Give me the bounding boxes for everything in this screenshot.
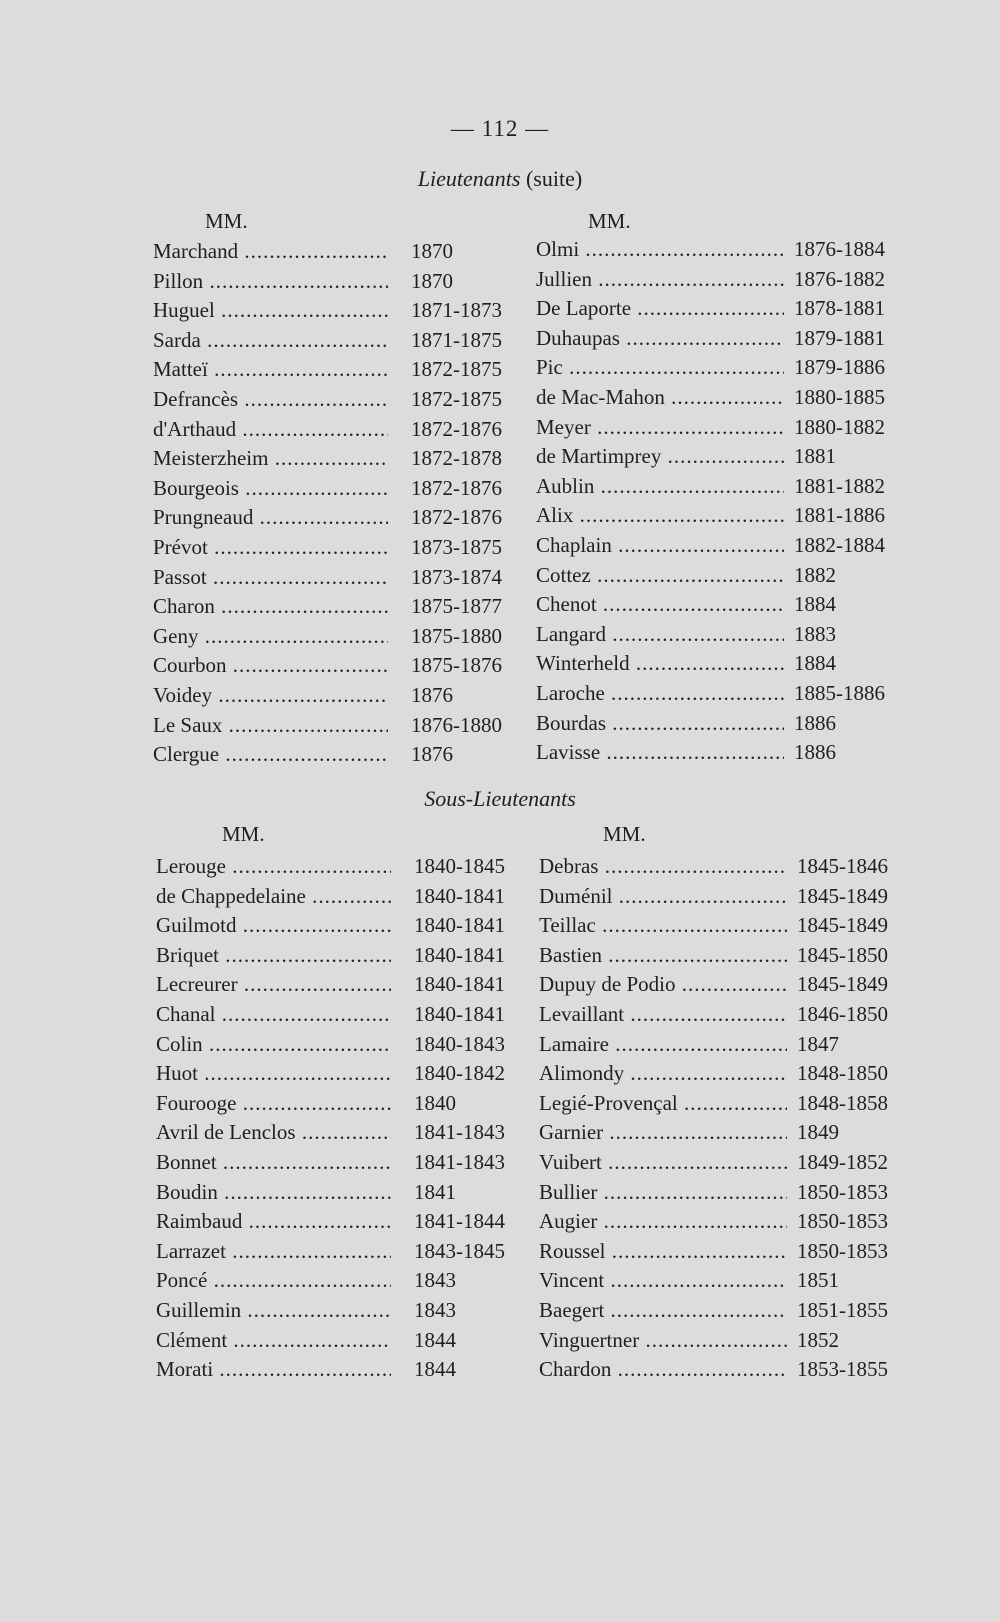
entry-name: Chenot ..... bbox=[536, 590, 784, 620]
entry-years: 1849 bbox=[797, 1120, 839, 1145]
list-item bbox=[539, 1207, 888, 1237]
entry-name: Legié-Provençal ..... bbox=[539, 1089, 787, 1119]
list-item bbox=[153, 474, 502, 504]
entry-years: 1872-1875 bbox=[411, 357, 502, 382]
list-item bbox=[153, 592, 502, 622]
list-item bbox=[156, 1296, 456, 1326]
lieutenants-title: Lieutenants bbox=[417, 166, 521, 191]
entry-name: Lamaire ..... bbox=[539, 1030, 787, 1060]
list-item bbox=[536, 590, 836, 620]
list-item bbox=[153, 385, 502, 415]
entry-years: 1845-1849 bbox=[797, 972, 888, 997]
list-item bbox=[153, 237, 453, 267]
list-item bbox=[156, 1059, 505, 1089]
list-item bbox=[536, 413, 885, 443]
list-item bbox=[536, 442, 836, 472]
list-item bbox=[153, 622, 502, 652]
entry-name: Morati ..... bbox=[156, 1355, 391, 1385]
list-item bbox=[156, 1030, 505, 1060]
entry-years: 1872-1875 bbox=[411, 386, 502, 411]
list-item bbox=[153, 267, 453, 297]
entry-years: 1872-1876 bbox=[411, 505, 502, 530]
entry-years: 1885-1886 bbox=[794, 680, 885, 705]
entry-years: 1840-1841 bbox=[414, 883, 505, 908]
entry-name: Poncé ..... bbox=[156, 1266, 391, 1296]
entry-years: 1845-1850 bbox=[797, 942, 888, 967]
list-item bbox=[156, 970, 505, 1000]
entry-years: 1876 bbox=[411, 742, 453, 767]
entry-years: 1878-1881 bbox=[794, 296, 885, 321]
lieutenants-left-list bbox=[153, 237, 502, 770]
entry-name: Prévot ..... bbox=[153, 533, 388, 563]
list-item bbox=[156, 1089, 456, 1119]
entry-name: Augier ..... bbox=[539, 1207, 787, 1237]
entry-name: Lerouge ..... bbox=[156, 852, 391, 882]
list-item bbox=[536, 235, 885, 265]
entry-years: 1872-1876 bbox=[411, 416, 502, 441]
list-item bbox=[156, 1266, 456, 1296]
entry-years: 1872-1878 bbox=[411, 446, 502, 471]
entry-years: 1843 bbox=[414, 1297, 456, 1322]
entry-years: 1876-1880 bbox=[411, 712, 502, 737]
entry-years: 1873-1875 bbox=[411, 534, 502, 559]
sous-lieutenants-right-list bbox=[539, 852, 888, 1385]
entry-name: Bullier ..... bbox=[539, 1178, 787, 1208]
entry-years: 1879-1881 bbox=[794, 325, 885, 350]
entry-years: 1851 bbox=[797, 1268, 839, 1293]
entry-name: Olmi ..... bbox=[536, 235, 784, 265]
entry-years: 1876 bbox=[411, 682, 453, 707]
entry-name: Debras ..... bbox=[539, 852, 787, 882]
lieutenants-title-suffix: (suite) bbox=[520, 166, 583, 191]
entry-name: Fourooge ..... bbox=[156, 1089, 391, 1119]
entry-name: Boudin ..... bbox=[156, 1178, 391, 1208]
entry-name: Avril de Lenclos ..... bbox=[156, 1118, 391, 1148]
entry-years: 1873-1874 bbox=[411, 564, 502, 589]
list-item bbox=[539, 941, 888, 971]
entry-years: 1843 bbox=[414, 1268, 456, 1293]
list-item bbox=[539, 1266, 839, 1296]
entry-name: Sarda ..... bbox=[153, 326, 388, 356]
entry-name: Baegert ..... bbox=[539, 1296, 787, 1326]
entry-name: Vincent ..... bbox=[539, 1266, 787, 1296]
lieutenants-left-mm: MM. bbox=[205, 209, 248, 233]
entry-years: 1882 bbox=[794, 562, 836, 587]
list-item bbox=[153, 533, 502, 563]
list-item bbox=[156, 852, 505, 882]
list-item bbox=[156, 1118, 505, 1148]
list-item bbox=[156, 1178, 456, 1208]
entry-name: Jullien ..... bbox=[536, 265, 784, 295]
entry-name: Passot ..... bbox=[153, 563, 388, 593]
page-number: — 112 — bbox=[450, 116, 550, 141]
entry-name: Le Saux ..... bbox=[153, 711, 388, 741]
list-item bbox=[539, 1000, 888, 1030]
entry-name: Prungneaud ..... bbox=[153, 503, 388, 533]
list-item bbox=[156, 1355, 456, 1385]
entry-name: Dupuy de Podio ..... bbox=[539, 970, 787, 1000]
entry-years: 1886 bbox=[794, 740, 836, 765]
list-item bbox=[539, 1355, 888, 1385]
entry-years: 1841 bbox=[414, 1179, 456, 1204]
entry-name: Voidey ..... bbox=[153, 681, 388, 711]
list-item bbox=[153, 326, 502, 356]
entry-years: 1883 bbox=[794, 621, 836, 646]
entry-name: Duménil ..... bbox=[539, 882, 787, 912]
entry-name: Laroche ..... bbox=[536, 679, 784, 709]
entry-years: 1848-1850 bbox=[797, 1061, 888, 1086]
entry-name: de Martimprey ..... bbox=[536, 442, 784, 472]
entry-name: Guilmotd ..... bbox=[156, 911, 391, 941]
entry-years: 1870 bbox=[411, 239, 453, 263]
list-item bbox=[536, 501, 885, 531]
entry-years: 1870 bbox=[411, 268, 453, 293]
entry-years: 1850-1853 bbox=[797, 1179, 888, 1204]
entry-name: Winterheld ..... bbox=[536, 649, 784, 679]
list-item bbox=[153, 651, 502, 681]
sous-lieutenants-title: Sous-Lieutenants bbox=[424, 786, 576, 811]
entry-name: Huguel ..... bbox=[153, 296, 388, 326]
list-item bbox=[153, 355, 502, 385]
list-item bbox=[536, 679, 885, 709]
entry-years: 1847 bbox=[797, 1031, 839, 1056]
entry-name: Bonnet ..... bbox=[156, 1148, 391, 1178]
entry-years: 1853-1855 bbox=[797, 1357, 888, 1382]
entry-name: de Mac-Mahon ..... bbox=[536, 383, 784, 413]
entry-years: 1840-1845 bbox=[414, 854, 505, 878]
entry-name: Duhaupas ..... bbox=[536, 324, 784, 354]
list-item bbox=[536, 324, 885, 354]
entry-years: 1876-1884 bbox=[794, 237, 885, 261]
entry-name: Chanal ..... bbox=[156, 1000, 391, 1030]
entry-name: Pic ..... bbox=[536, 353, 784, 383]
entry-years: 1845-1849 bbox=[797, 883, 888, 908]
entry-name: Guillemin ..... bbox=[156, 1296, 391, 1326]
entry-name: Garnier ..... bbox=[539, 1118, 787, 1148]
sous-lieutenants-left-mm: MM. bbox=[222, 822, 265, 846]
entry-years: 1871-1873 bbox=[411, 298, 502, 323]
entry-years: 1850-1853 bbox=[797, 1238, 888, 1263]
entry-years: 1848-1858 bbox=[797, 1090, 888, 1115]
list-item bbox=[156, 1237, 505, 1267]
entry-name: de Chappedelaine ..... bbox=[156, 882, 391, 912]
list-item bbox=[153, 681, 453, 711]
entry-name: Chardon ..... bbox=[539, 1355, 787, 1385]
entry-name: Charon ..... bbox=[153, 592, 388, 622]
entry-years: 1881 bbox=[794, 444, 836, 469]
entry-name: Geny ..... bbox=[153, 622, 388, 652]
list-item bbox=[536, 561, 836, 591]
list-item bbox=[539, 1237, 888, 1267]
entry-years: 1880-1882 bbox=[794, 414, 885, 439]
entry-name: Matteï ..... bbox=[153, 355, 388, 385]
list-item bbox=[539, 911, 888, 941]
list-item bbox=[536, 472, 885, 502]
lieutenants-right-list bbox=[536, 235, 885, 768]
entry-years: 1876-1882 bbox=[794, 266, 885, 291]
entry-years: 1850-1853 bbox=[797, 1209, 888, 1234]
entry-years: 1880-1885 bbox=[794, 384, 885, 409]
list-item bbox=[156, 1326, 456, 1356]
entry-name: Alimondy ..... bbox=[539, 1059, 787, 1089]
entry-name: Chaplain ..... bbox=[536, 531, 784, 561]
entry-name: Lavisse ..... bbox=[536, 738, 784, 768]
entry-years: 1845-1849 bbox=[797, 913, 888, 938]
entry-name: Colin ..... bbox=[156, 1030, 391, 1060]
sous-lieutenants-left-list bbox=[156, 852, 505, 1385]
list-item bbox=[539, 1178, 888, 1208]
sous-lieutenants-right-mm: MM. bbox=[603, 822, 646, 846]
entry-years: 1852 bbox=[797, 1327, 839, 1352]
entry-years: 1884 bbox=[794, 651, 836, 676]
list-item bbox=[156, 1148, 505, 1178]
entry-years: 1875-1877 bbox=[411, 594, 502, 619]
entry-years: 1875-1876 bbox=[411, 653, 502, 678]
entry-name: Alix ..... bbox=[536, 501, 784, 531]
entry-name: Levaillant ..... bbox=[539, 1000, 787, 1030]
entry-years: 1884 bbox=[794, 592, 836, 617]
entry-name: Defrancès ..... bbox=[153, 385, 388, 415]
entry-years: 1841-1844 bbox=[414, 1209, 505, 1234]
sous-lieutenants-heading bbox=[0, 786, 1000, 812]
entry-name: Roussel ..... bbox=[539, 1237, 787, 1267]
entry-years: 1881-1882 bbox=[794, 473, 885, 498]
entry-years: 1871-1875 bbox=[411, 327, 502, 352]
list-item bbox=[153, 711, 502, 741]
list-item bbox=[539, 852, 888, 882]
entry-name: Aublin ..... bbox=[536, 472, 784, 502]
list-item bbox=[156, 882, 505, 912]
entry-name: Bourgeois ..... bbox=[153, 474, 388, 504]
entry-name: Vuibert ..... bbox=[539, 1148, 787, 1178]
entry-years: 1840-1841 bbox=[414, 1001, 505, 1026]
entry-years: 1849-1852 bbox=[797, 1149, 888, 1174]
entry-name: Langard ..... bbox=[536, 620, 784, 650]
list-item bbox=[153, 503, 502, 533]
entry-years: 1840-1841 bbox=[414, 913, 505, 938]
list-item bbox=[536, 531, 885, 561]
list-item bbox=[539, 882, 888, 912]
entry-name: Clément ..... bbox=[156, 1326, 391, 1356]
list-item bbox=[539, 1326, 839, 1356]
list-item bbox=[536, 649, 836, 679]
entry-name: Clergue ..... bbox=[153, 740, 388, 770]
entry-years: 1844 bbox=[414, 1357, 456, 1382]
list-item bbox=[536, 265, 885, 295]
entry-name: Larrazet ..... bbox=[156, 1237, 391, 1267]
list-item bbox=[156, 941, 505, 971]
list-item bbox=[153, 563, 502, 593]
entry-years: 1881-1886 bbox=[794, 503, 885, 528]
entry-name: d'Arthaud ..... bbox=[153, 415, 388, 445]
list-item bbox=[536, 353, 885, 383]
entry-years: 1841-1843 bbox=[414, 1120, 505, 1145]
entry-name: Marchand ..... bbox=[153, 237, 388, 267]
list-item bbox=[156, 911, 505, 941]
entry-years: 1851-1855 bbox=[797, 1297, 888, 1322]
entry-name: Raimbaud ..... bbox=[156, 1207, 391, 1237]
list-item bbox=[539, 1118, 839, 1148]
entry-name: Huot ..... bbox=[156, 1059, 391, 1089]
entry-name: Courbon ..... bbox=[153, 651, 388, 681]
entry-name: Briquet ..... bbox=[156, 941, 391, 971]
entry-name: Meisterzheim ..... bbox=[153, 444, 388, 474]
entry-years: 1882-1884 bbox=[794, 532, 885, 557]
lieutenants-heading bbox=[0, 166, 1000, 192]
entry-years: 1840-1841 bbox=[414, 972, 505, 997]
entry-years: 1879-1886 bbox=[794, 355, 885, 380]
list-item bbox=[153, 444, 502, 474]
list-item bbox=[536, 383, 885, 413]
list-item bbox=[536, 620, 836, 650]
entry-name: Cottez ..... bbox=[536, 561, 784, 591]
list-item bbox=[156, 1000, 505, 1030]
entry-years: 1840-1843 bbox=[414, 1031, 505, 1056]
entry-years: 1840 bbox=[414, 1090, 456, 1115]
entry-years: 1872-1876 bbox=[411, 475, 502, 500]
entry-years: 1886 bbox=[794, 710, 836, 735]
list-item bbox=[539, 1089, 888, 1119]
entry-years: 1841-1843 bbox=[414, 1149, 505, 1174]
list-item bbox=[536, 294, 885, 324]
entry-name: Bourdas ..... bbox=[536, 709, 784, 739]
list-item bbox=[539, 1148, 888, 1178]
list-item bbox=[153, 296, 502, 326]
entry-years: 1875-1880 bbox=[411, 623, 502, 648]
list-item bbox=[153, 740, 453, 770]
list-item bbox=[153, 415, 502, 445]
entry-name: Pillon ..... bbox=[153, 267, 388, 297]
entry-years: 1845-1846 bbox=[797, 854, 888, 878]
list-item bbox=[539, 1296, 888, 1326]
list-item bbox=[539, 970, 888, 1000]
entry-name: Lecreurer ..... bbox=[156, 970, 391, 1000]
entry-years: 1846-1850 bbox=[797, 1001, 888, 1026]
list-item bbox=[536, 709, 836, 739]
entry-name: Vinguertner ..... bbox=[539, 1326, 787, 1356]
entry-years: 1840-1842 bbox=[414, 1061, 505, 1086]
lieutenants-right-mm: MM. bbox=[588, 209, 631, 233]
list-item bbox=[539, 1059, 888, 1089]
list-item bbox=[156, 1207, 505, 1237]
entry-name: De Laporte ..... bbox=[536, 294, 784, 324]
entry-years: 1844 bbox=[414, 1327, 456, 1352]
entry-name: Meyer ..... bbox=[536, 413, 784, 443]
entry-name: Teillac ..... bbox=[539, 911, 787, 941]
entry-name: Bastien ..... bbox=[539, 941, 787, 971]
entry-years: 1843-1845 bbox=[414, 1238, 505, 1263]
list-item bbox=[536, 738, 836, 768]
entry-years: 1840-1841 bbox=[414, 942, 505, 967]
list-item bbox=[539, 1030, 839, 1060]
